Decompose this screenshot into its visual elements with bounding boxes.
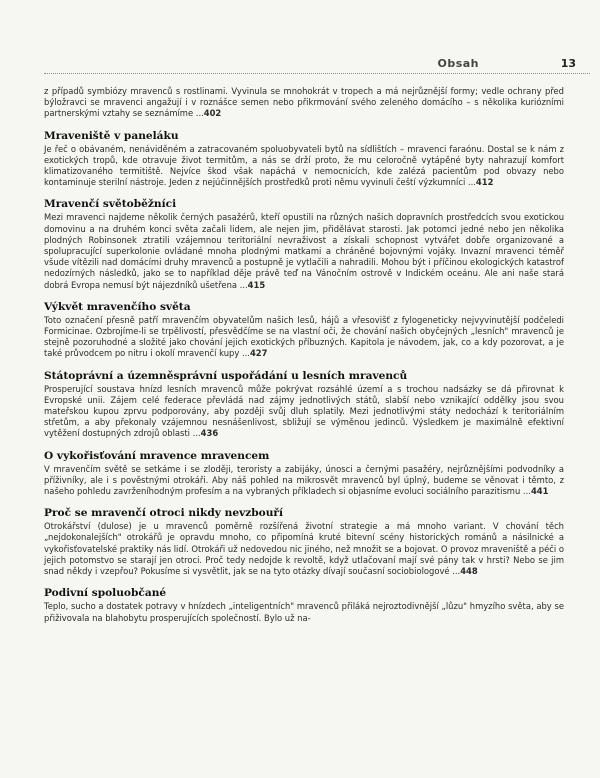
entry-title: Proč se mravenčí otroci nikdy nevzbouří [44, 507, 284, 520]
toc-entry [44, 197, 564, 290]
toc-entry [44, 300, 564, 360]
entry-page-number: 415 [247, 279, 266, 290]
entry-title: Mraveniště v paneláku [44, 129, 179, 142]
entry-title: Mravenčí světoběžníci [44, 198, 177, 211]
entry-title: Podivní spoluobčané [44, 587, 167, 600]
entry-page-number: 436 [200, 428, 219, 439]
toc-entry [44, 129, 564, 189]
entry-description: V mravenčím světě se setkáme i se zloději, teroristy a zabijáky, únosci a černými pasažéry, nejrůznějšími podvodníky a příživníky, ale i s pověstnými otrokáři. Aby náš pohled na mikrosvět mravenců byl úplný, budeme se věnovat i těmto, z našeho pohledu zavrženíhodným profesím a na vybraných příkladech si objasníme evoluci sociálního parazitismu ...441 [44, 463, 564, 497]
entry-title: O vykořisťování mravence mravencem [44, 449, 270, 462]
entry-description: Teplo, sucho a dostatek potravy v hnízdech „inteligentních" mravenců přiláká nejroztodivnější „lůzu" hmyzího světa, aby se přiživovala na blahobytu prosperujících společností. Bylo už na- [44, 601, 564, 623]
toc-entry [44, 369, 564, 440]
toc-entry [44, 506, 564, 577]
toc-entry [44, 586, 564, 623]
toc-entry [44, 449, 564, 498]
running-header-section: Obsah [437, 57, 479, 70]
table-of-contents [44, 86, 564, 633]
entry-title: Výkvět mravenčího světa [44, 300, 191, 313]
toc-entry-continued [44, 86, 564, 120]
entry-page-number: 402 [203, 108, 222, 119]
entry-page-number: 412 [475, 177, 494, 188]
entry-page-number: 427 [249, 348, 268, 359]
entry-page-number: 448 [460, 566, 478, 577]
entry-page-number: 441 [530, 486, 549, 497]
entry-description: Prosperující soustava hnízd lesních mravenců může pokrývat rozsáhlé území a s trochou nadsázky se dá přirovnat k Evropské unii. Zájem celé federace převládá nad zájmy jednotlivých států, slabší nebo vznikající oddělky jsou svou mateřskou kupou zprvu podporovány, aby později svůj dluh splatily. Mezi jednotlivými státy nedochází k teritoriálním střetům, a aby překonaly vzájemnou nesnášenlivost, sbližují se výměnou jedinců. Výsledkem je maximálně efektivní vytěžení dostupných zdrojů oblasti ...436 [44, 383, 564, 439]
entry-title: Státoprávní a územněsprávní uspořádání u lesních mravenců [44, 369, 408, 382]
page-number: 13 [560, 57, 576, 70]
entry-description: Je řeč o obávaném, nenáviděném a zatracovaném spoluobyvateli bytů na sídlištích – mravenci faraónu. Dostal se k nám z exotických tropů, kde otravuje život termitům, a nás se drží proto, že mu celoročně vytápěné byty nahrazují komfort klimatizovaného termitiště. Nejvíce škod však napáchá v nemocnicích, kde zalézá pacientům pod obvazy nebo kontaminuje sterilní nástroje. Jeden z nejúčinnějších prostředků proti němu vyvinuli čeští výzkumníci ...412 [44, 143, 564, 188]
entry-description: Mezi mravenci najdeme několik černých pasažérů, kteří opustili na různých našich dopravních prostředcích svou exotickou domovinu a na druhém konci světa začali lidem, ale nejen jim, přidělávat starosti. Jak potomci jedné nebo jen několika plodných Robinsonek ztratili vzájemnou teritoriální nevraživost a získali schopnost vytvářet dobře organizované a spolupracující superkolonie ovládané mnoha plodnými matkami a chráněné bojovnými vojáky. Invazní mravenci téměř všude vítězili nad domácími druhy mravenců a postupně je vytlačili a nahradili. Mohou být i příčinou ekologických katastrof nedozírných následků, jako se to například děje právě teď na Vánočním ostrově v Indickém oceánu. Ale ani naše stará dobrá Evropa nemusí být nájezdníků ušetřena ...415 [44, 212, 564, 290]
entry-description: z případů symbiózy mravenců s rostlinami. Vyvinula se mnohokrát v tropech a má nejrůznější formy; vedle ochrany před býložravci se mravenci angažují i v roznášce semen nebo přikrmování svého zeleného domácího – s několika kuriózními partnerskými vztahy se seznámíme ...402 [44, 86, 564, 119]
entry-description: Otrokářství (dulose) je u mravenců poměrně rozšířená životní strategie a má mnoho variant. V chování těch „nejdokonalejších" otrokářů je opravdu mnoho, co připomíná kruté bitevní scény historických románů a násilnické a vykořisťovatelské praktiky nás lidí. Otrokáři už nedovedou nic jiného, než množit se a bojovat. O provoz mraveniště a péči o jejich potomstvo se starají jen otroci. Proč tedy nedojde k revoltě, když utlačovaní mají své pány tak v hrsti? Nebo se jim snad někdy i vzepřou? Pokusíme si vysvětlit, jak se na tyto otázky dívají současní sociobiologové ...448 [44, 521, 564, 577]
page-header [0, 0, 600, 82]
entry-description: Toto označení přesně patří mravenčím obyvatelům našich lesů, hájů a vřesovišť z fylogeneticky nejvyvinutější podčeledi Formicinae. Ozbrojíme-li se trpělivostí, přesvědčíme se na vlastní oči, že chování našich obyčejných „lesních" mravenců je stejně pozoruhodné a složité jako chování jejich exotických příbuzných. Kapitola je návodem, jak, co a kdy pozorovat, a je také průvodcem po nitru i okolí mravenčí kupy ...427 [44, 314, 564, 359]
header-dotted-rule [44, 73, 590, 74]
